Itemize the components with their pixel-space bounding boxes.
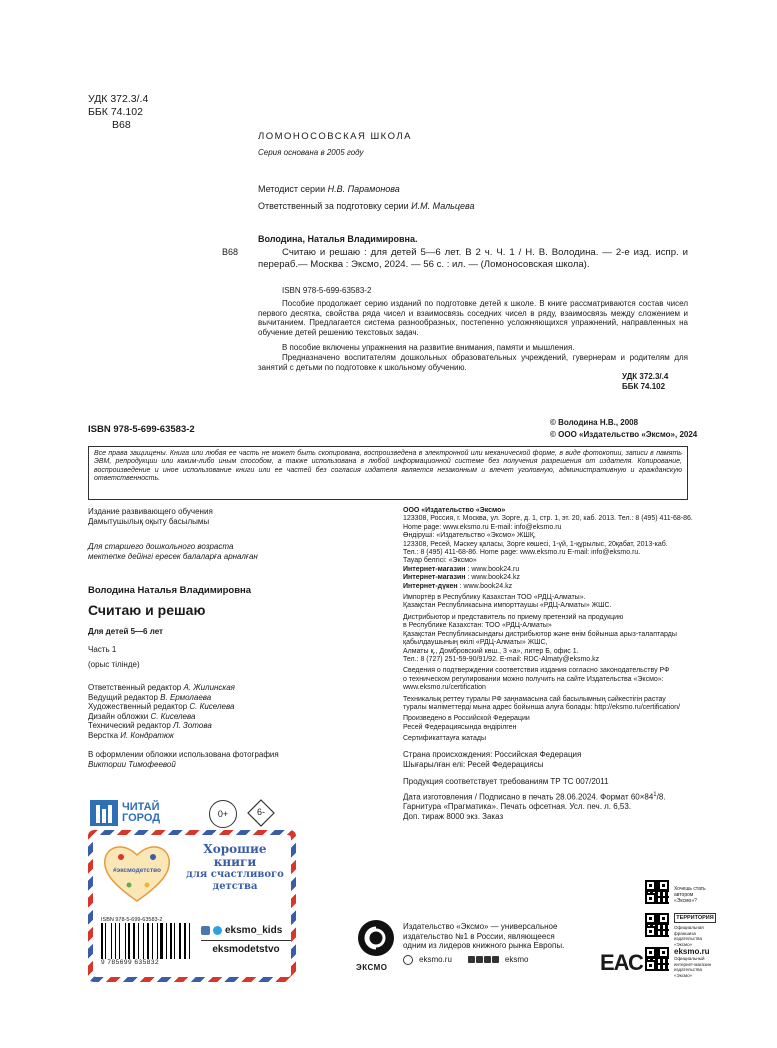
book-author: Володина Наталья Владимировна [88, 585, 252, 596]
staff-row: Верстка И. Кондратюк [88, 730, 174, 740]
shop-kz: Интернет-магазин : www.book24.kz [403, 574, 520, 582]
importer-kz: Қазақстан Республикасына импорттаушы «РДЦ-Алматы» ЖШС. [403, 602, 612, 610]
qr-shop [645, 947, 669, 971]
qr-franchise-label: ТЕРРИТОРИЯ Официальная франшиза издательства «Эксмо» [674, 913, 716, 947]
card-socials [201, 925, 291, 955]
dist-6: Тел.: 8 (727) 251-59-90/91/92. E-mail: RDC-Almaty@eksmo.kz [403, 655, 600, 663]
udk-top [88, 93, 148, 132]
udk-code: УДК 372.3/.4 [88, 93, 149, 105]
biblio-udk-code: УДК 372.3/.4 [622, 372, 669, 381]
heart-hashtag: #эксмодетство [112, 867, 162, 874]
biblio-author: Володина, Наталья Владимировна. [258, 234, 418, 244]
age-ru: Для старшего дошкольного возраста [88, 542, 234, 551]
barcode-block [101, 917, 193, 966]
isbn-line: ISBN 978-5-699-63583-2 [88, 424, 195, 435]
copyright-publisher: © ООО «Издательство «Эксмо», 2024 [550, 429, 698, 439]
conf-2: о техническом регулировании можно получить на сайте Издательства «Эксмо»: [403, 675, 664, 683]
staff-row: Дизайн обложки С. Киселева [88, 711, 196, 721]
series-name: ЛОМОНОСОВСКАЯ ШКОЛА [258, 131, 412, 142]
chitai-gorod-icon [90, 800, 118, 826]
kids-postcard [88, 830, 296, 982]
shop-ru: Интернет-магазин : www.book24.ru [403, 565, 520, 573]
copyright-author: © Володина Н.В., 2008 [550, 418, 639, 427]
qr-author-caption: Хочешь стать автором «Эксмо»? [674, 886, 706, 904]
responsible-label: Ответственный за подготовку серии [258, 201, 412, 211]
qr-shop-label: eksmo.ru Официальный интернет-магазин издательства «Эксмо» [674, 947, 712, 978]
photo-credit-line: В оформлении обложки использована фотография [88, 750, 279, 759]
biblio-abstract-2: В пособие включены упражнения на развитие внимания, памяти и мышления. [282, 343, 575, 352]
origin-ru: Страна происхождения: Российская Федерация [403, 750, 582, 759]
edition-ru: Издание развивающего обучения [88, 507, 213, 516]
made-kz: Ресей Федерациясында өндірілген [403, 723, 517, 731]
staff-list [88, 683, 235, 741]
certification: Сертификаттауға жатады [403, 735, 487, 743]
series-founded: Серия основана в 2005 году [258, 148, 364, 157]
photo-credit-name: Виктории Тимофеевой [88, 759, 176, 769]
card-slogan: Хорошие книги для счастливого детства [186, 842, 284, 892]
staff-row: Ответственный редактор А. Жилинская [88, 683, 235, 692]
publisher-info [403, 507, 703, 744]
biblio-description: Считаю и решаю : для детей 5—6 лет. В 2 ч. Ч. 1 / Н. В. Володина. — 2-е изд. испр. и перераб.— Москва : Эксмо, 2024. — 56 с. : ил. — (Ломоносовская школа). [258, 247, 688, 270]
series-block [258, 131, 412, 158]
biblio-abstract-1: Пособие продолжает серию изданий по подготовке детей к школе. В книге рассматриваются состав чисел первого десятка, свойства ряда чисел и взаимосвязь соседних чисел в ряду, взаимосвязь между сложением и вычитанием. Предлагается система разнообразных, постепенно усложняющихся упражнений, направленных на обучение детей решению текстовых задач. [258, 299, 688, 337]
biblio-bbk-code: ББК 74.102 [622, 381, 666, 391]
rights-box [88, 446, 688, 500]
eksmo-logo-text: ЭКСМО [356, 963, 388, 972]
vk-icon [201, 926, 210, 935]
tech-1: Техникалық реттеу туралы РФ заңнамасына сай басылымның сәйкестігін растау [403, 695, 666, 703]
dist-4: қабылдаушының өкілі «РДЦ-Алматы» ЖШС, [403, 639, 548, 647]
pub-home: Home page: www.eksmo.ru E-mail: info@eksmo.ru [403, 523, 562, 531]
pub-name: ООО «Издательство «Эксмо» [403, 507, 506, 514]
author-sign: В68 [112, 119, 131, 131]
eksmo-site: eksmo.ru [419, 954, 452, 964]
origin-kz: Шығарылған елі: Ресей Федерациясы [403, 759, 544, 769]
barcode [101, 923, 193, 959]
barcode-isbn: ISBN 978-5-699-63583-2 [101, 917, 163, 923]
staff-row: Технический редактор Л. Зотова [88, 721, 212, 731]
dist-5: Алматы қ., Домбровский көш., 3 «а», литер Б, офис 1. [403, 647, 579, 655]
eac-mark: ЕАС [600, 950, 643, 975]
book-language: (орыс тілінде) [88, 660, 140, 669]
gorod-word: ГОРОД [122, 812, 161, 824]
tech-2: туралы мәліметтерді мына адрес бойынша алуға болады: http://eksmo.ru/certification/ [403, 703, 681, 711]
age-rating-6: 6- [247, 799, 275, 827]
edition-type [88, 507, 213, 526]
made-ru: Произведено в Российской Федерации [403, 715, 530, 723]
biblio-code: В68 [222, 247, 239, 257]
tr-compliance: Продукция соответствует требованиям ТР ТС 007/2011 [403, 777, 609, 786]
methodist-name: Н.В. Парамонова [327, 184, 400, 194]
print-details: Дата изготовления / Подписано в печать 28.06.2024. Формат $60\times 84^1/8$. Гарнитура «Прагматика». Печать офсетная. Усл. печ. л. 6,53. Доп. тираж 8000 экз. Заказ [403, 792, 666, 821]
book-part: Часть 1 [88, 645, 117, 654]
heart-icon [101, 841, 173, 905]
chitai-gorod-logo [90, 800, 186, 826]
biblio-isbn: ISBN 978-5-699-63583-2 [282, 286, 372, 295]
conf-1: Сведения о подтверждении соответствия издания согласно законодательству РФ [403, 667, 670, 675]
kz-2: 123308, Ресей, Мәскеу қаласы, Зорге көшесі, 1-үй, 1-құрылыс, 20қабат, 2013-каб. [403, 540, 668, 548]
origin [403, 750, 581, 769]
kids-handle: eksmo_kids [225, 925, 283, 936]
telegram-icon [213, 926, 222, 935]
age-rating-0: 0+ [209, 800, 237, 828]
edition-kz: Дамытушылық оқыту басылымы [88, 516, 210, 526]
social-icons [468, 956, 499, 963]
pub-address: 123308, Россия, г. Москва, ул. Зорге, д. 1, стр. 1, эт. 20, каб. 2013. Тел.: 8 (495) 411-68-86. [403, 515, 693, 523]
dist-1: Дистрибьютор и представитель по приему претензий на продукцию [403, 613, 624, 621]
qr-author [645, 880, 669, 904]
biblio-abstract-3: Предназначено воспитателям дошкольных образовательных учреждений, гувернерам и родителям для занятий с детьми по подготовке к школьному обучению. [258, 353, 688, 372]
series-editors [258, 184, 475, 212]
dist-3: Қазақстан Республикасындағы дистрибьютор және өнім бойынша арыз-талаптарды [403, 630, 677, 638]
importer-ru: Импортёр в Республику Казахстан ТОО «РДЦ-Алматы». [403, 594, 586, 602]
kz-3: Тел.: 8 (495) 411-68-86. Home page: www.eksmo.ru E-mail: info@eksmo.ru. [403, 549, 641, 557]
book-subtitle: Для детей 5—6 лет [88, 627, 163, 636]
shop-kz2: Интернет-дүкен : www.book24.kz [403, 582, 513, 590]
barcode-digits: 9 785699 635832 [101, 959, 160, 966]
staff-row: Ведущий редактор В. Ермолаева [88, 692, 212, 702]
kz-1: Өндіруші: «Издательство «Эксмо» ЖШҚ, [403, 532, 536, 540]
eksmo-logo-icon [356, 918, 396, 958]
photo-credit [88, 750, 279, 769]
chitai-word: ЧИТАЙ [122, 801, 160, 813]
methodist-label: Методист серии [258, 184, 328, 194]
book-title: Считаю и решаю [88, 602, 206, 618]
dist-2: в Республике Казахстан: ТОО «РДЦ-Алматы» [403, 622, 552, 630]
bbk-code: ББК 74.102 [88, 106, 143, 118]
biblio-udk [622, 372, 668, 391]
kids-site: eksmodetstvo [212, 944, 280, 955]
globe-icon [403, 955, 413, 965]
copyrights [550, 418, 697, 439]
qr-franchise [645, 913, 669, 937]
print-line-3: Доп. тираж 8000 экз. Заказ [403, 811, 504, 821]
print-line-1: Дата изготовления / Подписано в печать 28.06.2024. Формат 60×84 [403, 792, 654, 802]
kz-4: Тауар белгісі: «Эксмо» [403, 557, 477, 565]
staff-row: Художественный редактор С. Киселева [88, 702, 235, 712]
age-group [88, 542, 258, 561]
eksmo-about: Издательство «Эксмо» — универсальное издательство №1 в России, являющееся одним из лидеров книжного рынка Европы. eksmo.ru eksmo [403, 922, 565, 964]
age-kz: мектепке дейінгі ересек балаларға арналған [88, 551, 258, 561]
print-line-2: Гарнитура «Прагматика». Печать офсетная. Усл. печ. л. 6,53. [403, 802, 632, 812]
responsible-name: И.М. Мальцева [411, 201, 475, 211]
eksmo-social: eksmo [504, 954, 529, 964]
conf-3: www.eksmo.ru/certification [403, 684, 486, 692]
eksmo-logo [356, 918, 400, 972]
rights-text: Все права защищены. Книга или любая ее часть не может быть скопирована, воспроизведена в электронной или механической форме, в виде фотокопии, записи в память ЭВМ, репродукции или каким-либо иным способом, а также использована в любой информационной системе без получения разрешения от издателя. Копирование, воспроизведение и иное использование книги или ее частей без согласия издателя является незаконным и влечет уголовную, административную и гражданскую ответственность. [94, 450, 682, 483]
